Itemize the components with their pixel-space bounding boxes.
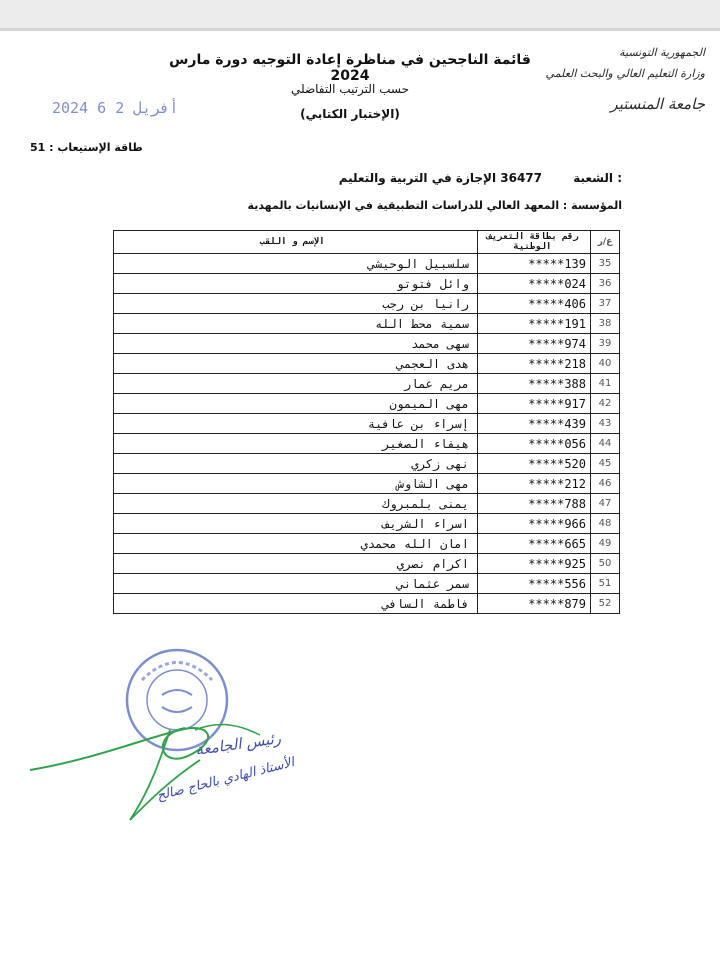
table-row	[114, 354, 620, 374]
cell-num: 52	[591, 594, 620, 614]
cell-name: نهى زكري	[114, 454, 478, 474]
cell-num: 41	[591, 374, 620, 394]
capacity-label: طاقة الإستيعاب : 51	[30, 141, 143, 154]
cell-num: 36	[591, 274, 620, 294]
header-id: رقم بطاقة التعريف الوطنية	[478, 231, 591, 254]
cell-name: هيفاء الصغير	[114, 434, 478, 454]
cell-num: 48	[591, 514, 620, 534]
table-row	[114, 534, 620, 554]
table-row	[114, 594, 620, 614]
document-title: قائمة الناجحين في مناظرة إعادة التوجيه دورة مارس 2024	[169, 52, 531, 84]
cell-name: اكرام نصري	[114, 554, 478, 574]
cell-id: *****024	[478, 274, 591, 294]
cell-id: *****925	[478, 554, 591, 574]
header-name: الإسم و اللقب	[114, 231, 478, 254]
president-title: رئيس الجامعة	[194, 729, 282, 759]
table-row	[114, 494, 620, 514]
table-row	[114, 414, 620, 434]
cell-id: *****665	[478, 534, 591, 554]
branch-row	[338, 171, 622, 189]
top-bar	[0, 0, 720, 31]
table-row	[114, 514, 620, 534]
cell-id: *****406	[478, 294, 591, 314]
cell-name: امان الله محمدي	[114, 534, 478, 554]
cell-num: 51	[591, 574, 620, 594]
cell-num: 45	[591, 454, 620, 474]
cell-name: رانيا بن رجب	[114, 294, 478, 314]
table-row	[114, 314, 620, 334]
branch-label: الشعبة :	[573, 171, 622, 185]
cell-id: *****191	[478, 314, 591, 334]
table-row	[114, 434, 620, 454]
cell-num: 44	[591, 434, 620, 454]
cell-id: *****139	[478, 254, 591, 274]
cell-id: *****520	[478, 454, 591, 474]
university-label: جامعة المنستير	[610, 95, 705, 113]
cell-name: يمنى بلمبروك	[114, 494, 478, 514]
cell-name: مريم عمار	[114, 374, 478, 394]
table-header-row	[114, 231, 620, 254]
results-table	[113, 230, 620, 614]
cell-id: *****556	[478, 574, 591, 594]
president-name: الأستاذ الهادي بالحاج صالح	[155, 755, 296, 804]
ministry-label: وزارة التعليم العالي والبحث العلمي	[545, 67, 705, 80]
exam-type: (الإختبار الكتابي)	[300, 107, 400, 121]
cell-num: 47	[591, 494, 620, 514]
cell-name: مهى الشاوش	[114, 474, 478, 494]
cell-name: سمر عثماني	[114, 574, 478, 594]
header-num: ع/ر	[591, 231, 620, 254]
cell-num: 50	[591, 554, 620, 574]
cell-num: 43	[591, 414, 620, 434]
cell-name: سلسبيل الوحيشي	[114, 254, 478, 274]
cell-id: *****218	[478, 354, 591, 374]
cell-id: *****917	[478, 394, 591, 414]
table-row	[114, 474, 620, 494]
cell-id: *****056	[478, 434, 591, 454]
institution-label: المؤسسة : المعهد العالي للدراسات التطبيقية في الإنسانيات بالمهدية	[247, 199, 622, 212]
table-row	[114, 454, 620, 474]
table-row	[114, 374, 620, 394]
cell-num: 46	[591, 474, 620, 494]
cell-name: وائل فتوتو	[114, 274, 478, 294]
cell-name: سمية محط الله	[114, 314, 478, 334]
cell-id: *****388	[478, 374, 591, 394]
cell-num: 38	[591, 314, 620, 334]
table-row	[114, 294, 620, 314]
cell-id: *****879	[478, 594, 591, 614]
cell-name: فاطمة السافي	[114, 594, 478, 614]
cell-name: هدى العجمي	[114, 354, 478, 374]
cell-num: 40	[591, 354, 620, 374]
cell-id: *****439	[478, 414, 591, 434]
cell-name: إسراء بن عافية	[114, 414, 478, 434]
cell-name: اسراء الشريف	[114, 514, 478, 534]
cell-name: مهى الميمون	[114, 394, 478, 414]
table-row	[114, 334, 620, 354]
cell-num: 49	[591, 534, 620, 554]
cell-num: 35	[591, 254, 620, 274]
cell-num: 39	[591, 334, 620, 354]
cell-id: *****974	[478, 334, 591, 354]
cell-id: *****212	[478, 474, 591, 494]
table-row	[114, 394, 620, 414]
cell-num: 37	[591, 294, 620, 314]
table-row	[114, 574, 620, 594]
cell-id: *****788	[478, 494, 591, 514]
ranking-subtitle: حسب الترتيب التفاضلي	[290, 82, 409, 96]
cell-id: *****966	[478, 514, 591, 534]
date-stamp: 2024 أفريل 2 6	[52, 99, 179, 117]
branch-value: 36477 الإجازة في التربية والتعليم	[338, 171, 542, 185]
table-row	[114, 554, 620, 574]
cell-num: 42	[591, 394, 620, 414]
cell-name: سهى محمد	[114, 334, 478, 354]
republic-label: الجمهورية التونسية	[619, 46, 705, 59]
table-row	[114, 274, 620, 294]
table-row	[114, 254, 620, 274]
